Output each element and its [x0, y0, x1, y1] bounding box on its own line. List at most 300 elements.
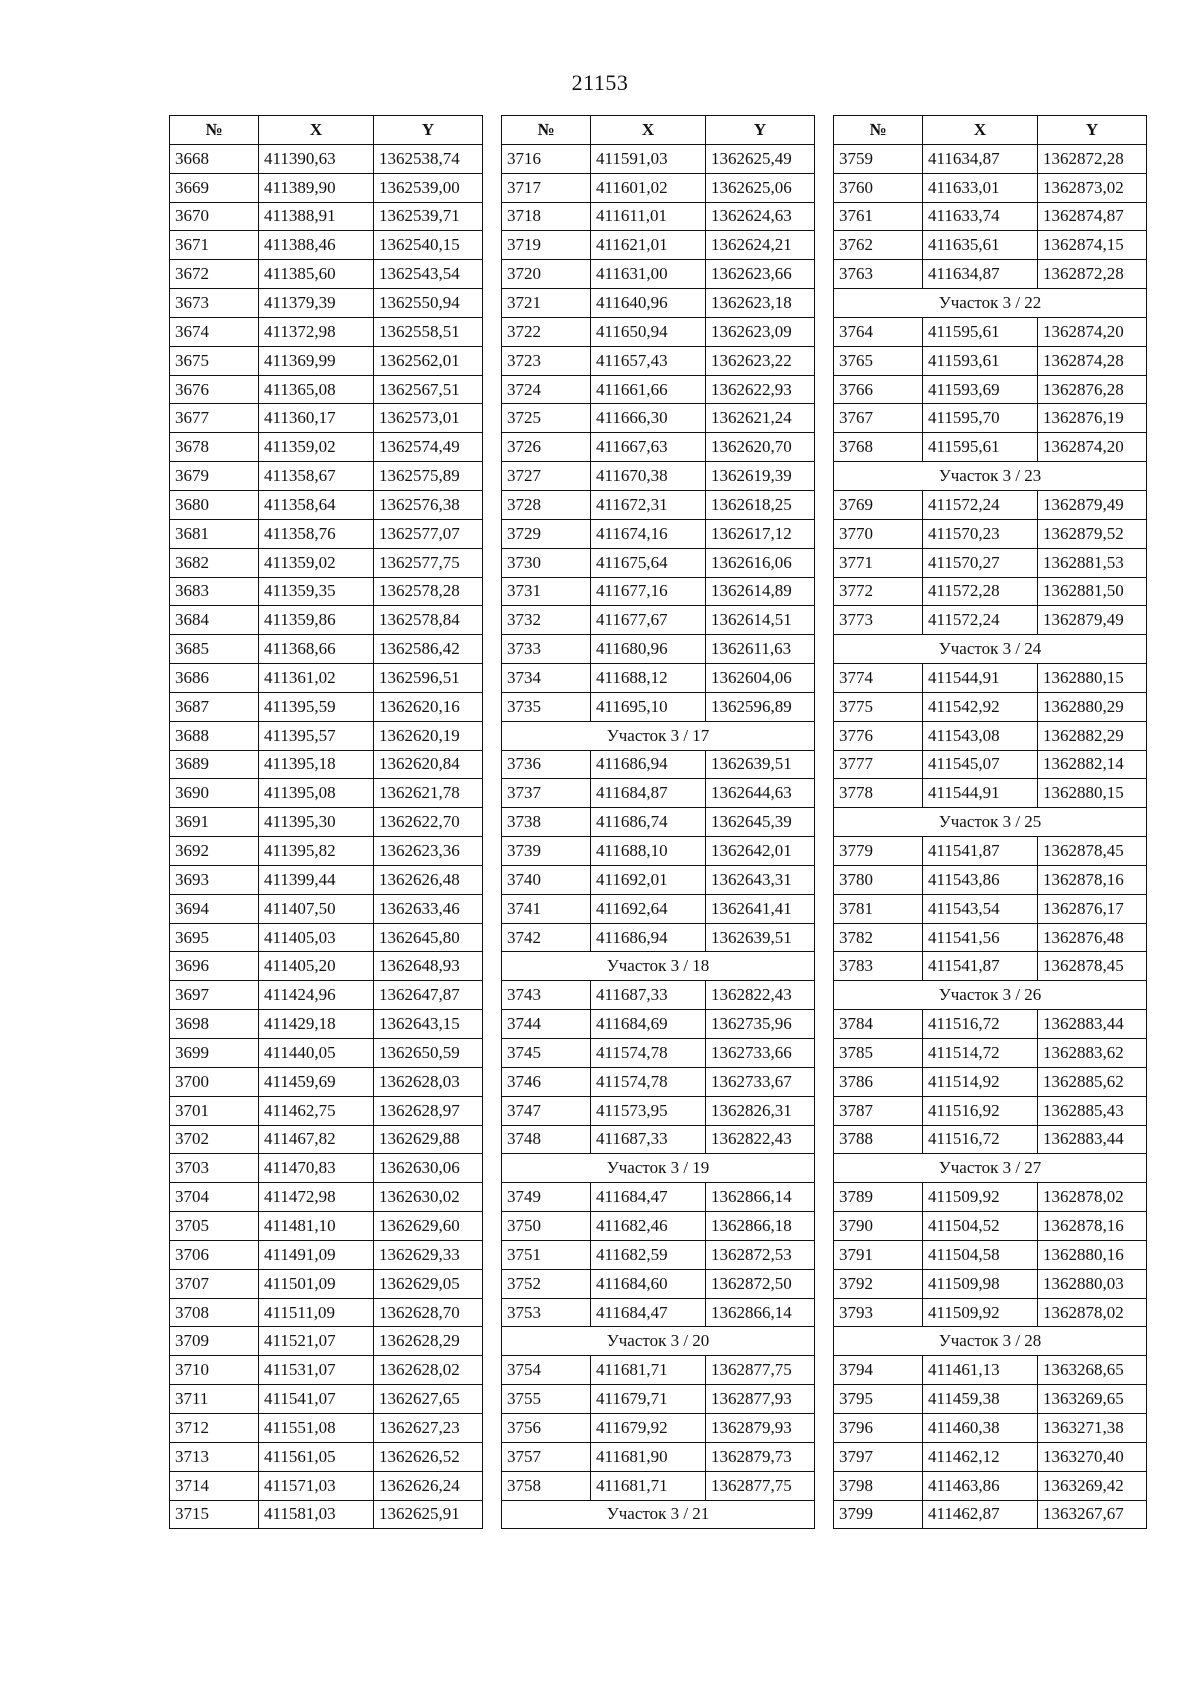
section-label: Участок 3 / 18 [502, 952, 815, 981]
point-number: 3763 [834, 260, 923, 289]
y-value: 1362645,80 [374, 923, 483, 952]
y-value: 1362629,88 [374, 1125, 483, 1154]
table-row [170, 260, 483, 289]
x-value: 411545,07 [923, 750, 1038, 779]
table-row [502, 490, 815, 519]
y-value: 1362543,54 [374, 260, 483, 289]
y-value: 1362616,06 [706, 548, 815, 577]
x-value: 411572,24 [923, 490, 1038, 519]
point-number: 3703 [170, 1154, 259, 1183]
point-number: 3699 [170, 1039, 259, 1068]
coordinates-table [833, 115, 1147, 1529]
x-value: 411688,10 [591, 837, 706, 866]
point-number: 3688 [170, 721, 259, 750]
y-value: 1362877,93 [706, 1385, 815, 1414]
x-value: 411369,99 [259, 346, 374, 375]
table-row [502, 317, 815, 346]
table-row [170, 635, 483, 664]
point-number: 3732 [502, 606, 591, 635]
y-value: 1362733,67 [706, 1067, 815, 1096]
point-number: 3717 [502, 173, 591, 202]
y-value: 1362629,33 [374, 1240, 483, 1269]
y-value: 1362627,23 [374, 1413, 483, 1442]
y-value: 1362826,31 [706, 1096, 815, 1125]
point-number: 3708 [170, 1298, 259, 1327]
table-row [170, 490, 483, 519]
point-number: 3685 [170, 635, 259, 664]
point-number: 3749 [502, 1183, 591, 1212]
point-number: 3700 [170, 1067, 259, 1096]
table-row [834, 202, 1147, 231]
table-row [170, 173, 483, 202]
x-value: 411684,47 [591, 1298, 706, 1327]
table-header-row [502, 116, 815, 145]
point-number: 3683 [170, 577, 259, 606]
table-row [834, 404, 1147, 433]
x-value: 411686,74 [591, 808, 706, 837]
table-row [170, 750, 483, 779]
x-value: 411684,47 [591, 1183, 706, 1212]
table-row [170, 346, 483, 375]
table-body [502, 144, 815, 1529]
y-value: 1362622,70 [374, 808, 483, 837]
point-number: 3704 [170, 1183, 259, 1212]
table-row [834, 664, 1147, 693]
y-value: 1362639,51 [706, 923, 815, 952]
x-value: 411681,90 [591, 1442, 706, 1471]
section-label: Участок 3 / 22 [834, 289, 1147, 318]
point-number: 3679 [170, 462, 259, 491]
point-number: 3684 [170, 606, 259, 635]
table-row [502, 1039, 815, 1068]
x-value: 411551,08 [259, 1413, 374, 1442]
table-row [502, 260, 815, 289]
table-row [502, 289, 815, 318]
table-row [502, 865, 815, 894]
point-number: 3794 [834, 1356, 923, 1385]
table-header-row [834, 116, 1147, 145]
x-value: 411572,28 [923, 577, 1038, 606]
y-value: 1362626,48 [374, 865, 483, 894]
x-value: 411407,50 [259, 894, 374, 923]
y-value: 1363269,65 [1038, 1385, 1147, 1414]
table-row [502, 808, 815, 837]
point-number: 3716 [502, 144, 591, 173]
header-number: № [170, 116, 259, 145]
y-value: 1362866,14 [706, 1183, 815, 1212]
y-value: 1363267,67 [1038, 1500, 1147, 1529]
table-row [502, 1385, 815, 1414]
table-row [834, 317, 1147, 346]
table-row [170, 692, 483, 721]
point-number: 3782 [834, 923, 923, 952]
point-number: 3739 [502, 837, 591, 866]
point-number: 3730 [502, 548, 591, 577]
y-value: 1362876,48 [1038, 923, 1147, 952]
y-value: 1362620,16 [374, 692, 483, 721]
point-number: 3751 [502, 1240, 591, 1269]
point-number: 3771 [834, 548, 923, 577]
y-value: 1362874,20 [1038, 433, 1147, 462]
table-row [502, 202, 815, 231]
y-value: 1362626,52 [374, 1442, 483, 1471]
table-row [502, 1183, 815, 1212]
table-row [502, 144, 815, 173]
x-value: 411541,87 [923, 952, 1038, 981]
point-number: 3709 [170, 1327, 259, 1356]
table-row [170, 894, 483, 923]
x-value: 411595,61 [923, 317, 1038, 346]
x-value: 411672,31 [591, 490, 706, 519]
section-row [834, 808, 1147, 837]
table-row [170, 462, 483, 491]
x-value: 411531,07 [259, 1356, 374, 1385]
point-number: 3719 [502, 231, 591, 260]
point-number: 3756 [502, 1413, 591, 1442]
table-row [170, 375, 483, 404]
x-value: 411686,94 [591, 750, 706, 779]
point-number: 3702 [170, 1125, 259, 1154]
x-value: 411405,20 [259, 952, 374, 981]
x-value: 411541,07 [259, 1385, 374, 1414]
y-value: 1362872,28 [1038, 260, 1147, 289]
point-number: 3792 [834, 1269, 923, 1298]
table-row [170, 519, 483, 548]
y-value: 1362578,28 [374, 577, 483, 606]
y-value: 1362625,06 [706, 173, 815, 202]
x-value: 411684,60 [591, 1269, 706, 1298]
x-value: 411695,10 [591, 692, 706, 721]
y-value: 1362577,75 [374, 548, 483, 577]
y-value: 1362644,63 [706, 779, 815, 808]
x-value: 411543,86 [923, 865, 1038, 894]
y-value: 1362879,49 [1038, 490, 1147, 519]
y-value: 1362879,73 [706, 1442, 815, 1471]
x-value: 411459,38 [923, 1385, 1038, 1414]
table-row [834, 1125, 1147, 1154]
point-number: 3724 [502, 375, 591, 404]
table-row [502, 923, 815, 952]
y-value: 1362873,02 [1038, 173, 1147, 202]
table-row [834, 1500, 1147, 1529]
y-value: 1362879,52 [1038, 519, 1147, 548]
table-row [502, 375, 815, 404]
x-value: 411359,86 [259, 606, 374, 635]
y-value: 1362621,78 [374, 779, 483, 808]
x-value: 411405,03 [259, 923, 374, 952]
table-row [502, 173, 815, 202]
table-row [502, 664, 815, 693]
y-value: 1362643,31 [706, 865, 815, 894]
x-value: 411591,03 [591, 144, 706, 173]
y-value: 1362629,05 [374, 1269, 483, 1298]
table-row [170, 1327, 483, 1356]
x-value: 411682,59 [591, 1240, 706, 1269]
y-value: 1362866,14 [706, 1298, 815, 1327]
point-number: 3787 [834, 1096, 923, 1125]
section-row [834, 1154, 1147, 1183]
table-row [834, 1067, 1147, 1096]
y-value: 1362639,51 [706, 750, 815, 779]
table-row [170, 1240, 483, 1269]
point-number: 3712 [170, 1413, 259, 1442]
point-number: 3747 [502, 1096, 591, 1125]
y-value: 1362628,03 [374, 1067, 483, 1096]
y-value: 1362878,45 [1038, 837, 1147, 866]
y-value: 1362539,00 [374, 173, 483, 202]
point-number: 3786 [834, 1067, 923, 1096]
table-body [170, 144, 483, 1529]
x-value: 411372,98 [259, 317, 374, 346]
x-value: 411542,92 [923, 692, 1038, 721]
x-value: 411544,91 [923, 664, 1038, 693]
y-value: 1362620,84 [374, 750, 483, 779]
table-row [502, 1096, 815, 1125]
x-value: 411390,63 [259, 144, 374, 173]
point-number: 3770 [834, 519, 923, 548]
x-value: 411541,56 [923, 923, 1038, 952]
point-number: 3728 [502, 490, 591, 519]
point-number: 3669 [170, 173, 259, 202]
x-value: 411385,60 [259, 260, 374, 289]
x-value: 411681,71 [591, 1356, 706, 1385]
table-row [502, 894, 815, 923]
point-number: 3761 [834, 202, 923, 231]
point-number: 3775 [834, 692, 923, 721]
point-number: 3672 [170, 260, 259, 289]
table-row [834, 865, 1147, 894]
x-value: 411361,02 [259, 664, 374, 693]
table-row [834, 1356, 1147, 1385]
point-number: 3706 [170, 1240, 259, 1269]
section-label: Участок 3 / 28 [834, 1327, 1147, 1356]
x-value: 411399,44 [259, 865, 374, 894]
y-value: 1362733,66 [706, 1039, 815, 1068]
y-value: 1362645,39 [706, 808, 815, 837]
y-value: 1363269,42 [1038, 1471, 1147, 1500]
y-value: 1363268,65 [1038, 1356, 1147, 1385]
table-row [170, 1471, 483, 1500]
y-value: 1362621,24 [706, 404, 815, 433]
point-number: 3776 [834, 721, 923, 750]
table-row [502, 1240, 815, 1269]
point-number: 3772 [834, 577, 923, 606]
table-row [834, 577, 1147, 606]
point-number: 3697 [170, 981, 259, 1010]
x-value: 411501,09 [259, 1269, 374, 1298]
point-number: 3714 [170, 1471, 259, 1500]
x-value: 411472,98 [259, 1183, 374, 1212]
x-value: 411463,86 [923, 1471, 1038, 1500]
table-row [170, 1356, 483, 1385]
x-value: 411460,38 [923, 1413, 1038, 1442]
table-row [834, 606, 1147, 635]
x-value: 411670,38 [591, 462, 706, 491]
table-row [834, 1471, 1147, 1500]
x-value: 411504,52 [923, 1212, 1038, 1241]
point-number: 3741 [502, 894, 591, 923]
point-number: 3676 [170, 375, 259, 404]
x-value: 411595,61 [923, 433, 1038, 462]
table-row [834, 490, 1147, 519]
point-number: 3799 [834, 1500, 923, 1529]
table-row [170, 923, 483, 952]
table-row [834, 1212, 1147, 1241]
point-number: 3696 [170, 952, 259, 981]
x-value: 411684,69 [591, 1010, 706, 1039]
point-number: 3744 [502, 1010, 591, 1039]
x-value: 411657,43 [591, 346, 706, 375]
table-row [502, 779, 815, 808]
y-value: 1362617,12 [706, 519, 815, 548]
point-number: 3774 [834, 664, 923, 693]
point-number: 3745 [502, 1039, 591, 1068]
table-row [170, 1442, 483, 1471]
y-value: 1362620,70 [706, 433, 815, 462]
table-row [834, 1298, 1147, 1327]
point-number: 3707 [170, 1269, 259, 1298]
y-value: 1362629,60 [374, 1212, 483, 1241]
header-number: № [502, 116, 591, 145]
point-number: 3671 [170, 231, 259, 260]
table-row [834, 894, 1147, 923]
x-value: 411462,75 [259, 1096, 374, 1125]
x-value: 411358,67 [259, 462, 374, 491]
x-value: 411686,94 [591, 923, 706, 952]
x-value: 411467,82 [259, 1125, 374, 1154]
table-row [170, 952, 483, 981]
table-row [502, 606, 815, 635]
table-row [502, 1269, 815, 1298]
table-row [170, 1298, 483, 1327]
y-value: 1362643,15 [374, 1010, 483, 1039]
y-value: 1362628,29 [374, 1327, 483, 1356]
x-value: 411634,87 [923, 260, 1038, 289]
point-number: 3721 [502, 289, 591, 318]
table-row [170, 1096, 483, 1125]
y-value: 1362880,16 [1038, 1240, 1147, 1269]
page-number: 21153 [571, 70, 629, 95]
y-value: 1362596,89 [706, 692, 815, 721]
point-number: 3718 [502, 202, 591, 231]
section-label: Участок 3 / 25 [834, 808, 1147, 837]
table-row [502, 635, 815, 664]
table-row [170, 144, 483, 173]
y-value: 1362872,28 [1038, 144, 1147, 173]
table-row [834, 750, 1147, 779]
y-value: 1363271,38 [1038, 1413, 1147, 1442]
x-value: 411461,13 [923, 1356, 1038, 1385]
y-value: 1362573,01 [374, 404, 483, 433]
x-value: 411509,92 [923, 1183, 1038, 1212]
y-value: 1362622,93 [706, 375, 815, 404]
table-row [502, 577, 815, 606]
x-value: 411388,91 [259, 202, 374, 231]
y-value: 1362626,24 [374, 1471, 483, 1500]
table-row [502, 1212, 815, 1241]
section-label: Участок 3 / 27 [834, 1154, 1147, 1183]
y-value: 1362540,15 [374, 231, 483, 260]
x-value: 411679,71 [591, 1385, 706, 1414]
table-row [834, 1039, 1147, 1068]
y-value: 1362596,51 [374, 664, 483, 693]
y-value: 1362881,53 [1038, 548, 1147, 577]
section-row [834, 462, 1147, 491]
point-number: 3734 [502, 664, 591, 693]
point-number: 3670 [170, 202, 259, 231]
point-number: 3715 [170, 1500, 259, 1529]
point-number: 3764 [834, 317, 923, 346]
point-number: 3748 [502, 1125, 591, 1154]
y-value: 1362550,94 [374, 289, 483, 318]
x-value: 411674,16 [591, 519, 706, 548]
y-value: 1362624,21 [706, 231, 815, 260]
point-number: 3678 [170, 433, 259, 462]
point-number: 3686 [170, 664, 259, 693]
table-row [502, 1298, 815, 1327]
point-number: 3689 [170, 750, 259, 779]
x-value: 411516,92 [923, 1096, 1038, 1125]
point-number: 3711 [170, 1385, 259, 1414]
x-value: 411541,87 [923, 837, 1038, 866]
table-row [834, 433, 1147, 462]
point-number: 3695 [170, 923, 259, 952]
table-row [170, 1067, 483, 1096]
y-value: 1362562,01 [374, 346, 483, 375]
table-row [834, 1385, 1147, 1414]
table-row [170, 404, 483, 433]
x-value: 411358,76 [259, 519, 374, 548]
point-number: 3693 [170, 865, 259, 894]
header-y: Y [706, 116, 815, 145]
point-number: 3729 [502, 519, 591, 548]
table-row [502, 692, 815, 721]
x-value: 411388,46 [259, 231, 374, 260]
y-value: 1362876,19 [1038, 404, 1147, 433]
table-row [170, 1269, 483, 1298]
point-number: 3767 [834, 404, 923, 433]
point-number: 3701 [170, 1096, 259, 1125]
point-number: 3668 [170, 144, 259, 173]
table-row [502, 519, 815, 548]
x-value: 411650,94 [591, 317, 706, 346]
x-value: 411514,92 [923, 1067, 1038, 1096]
section-row [502, 1154, 815, 1183]
table-row [834, 519, 1147, 548]
x-value: 411601,02 [591, 173, 706, 202]
point-number: 3789 [834, 1183, 923, 1212]
x-value: 411687,33 [591, 981, 706, 1010]
point-number: 3781 [834, 894, 923, 923]
point-number: 3760 [834, 173, 923, 202]
header-y: Y [374, 116, 483, 145]
point-number: 3682 [170, 548, 259, 577]
point-number: 3725 [502, 404, 591, 433]
table-row [834, 375, 1147, 404]
table-row [170, 1125, 483, 1154]
point-number: 3785 [834, 1039, 923, 1068]
y-value: 1362879,93 [706, 1413, 815, 1442]
table-row [502, 1010, 815, 1039]
y-value: 1362567,51 [374, 375, 483, 404]
y-value: 1362880,03 [1038, 1269, 1147, 1298]
y-value: 1362619,39 [706, 462, 815, 491]
table-row [834, 260, 1147, 289]
y-value: 1362735,96 [706, 1010, 815, 1039]
y-value: 1362620,19 [374, 721, 483, 750]
header-x: X [591, 116, 706, 145]
y-value: 1362624,63 [706, 202, 815, 231]
